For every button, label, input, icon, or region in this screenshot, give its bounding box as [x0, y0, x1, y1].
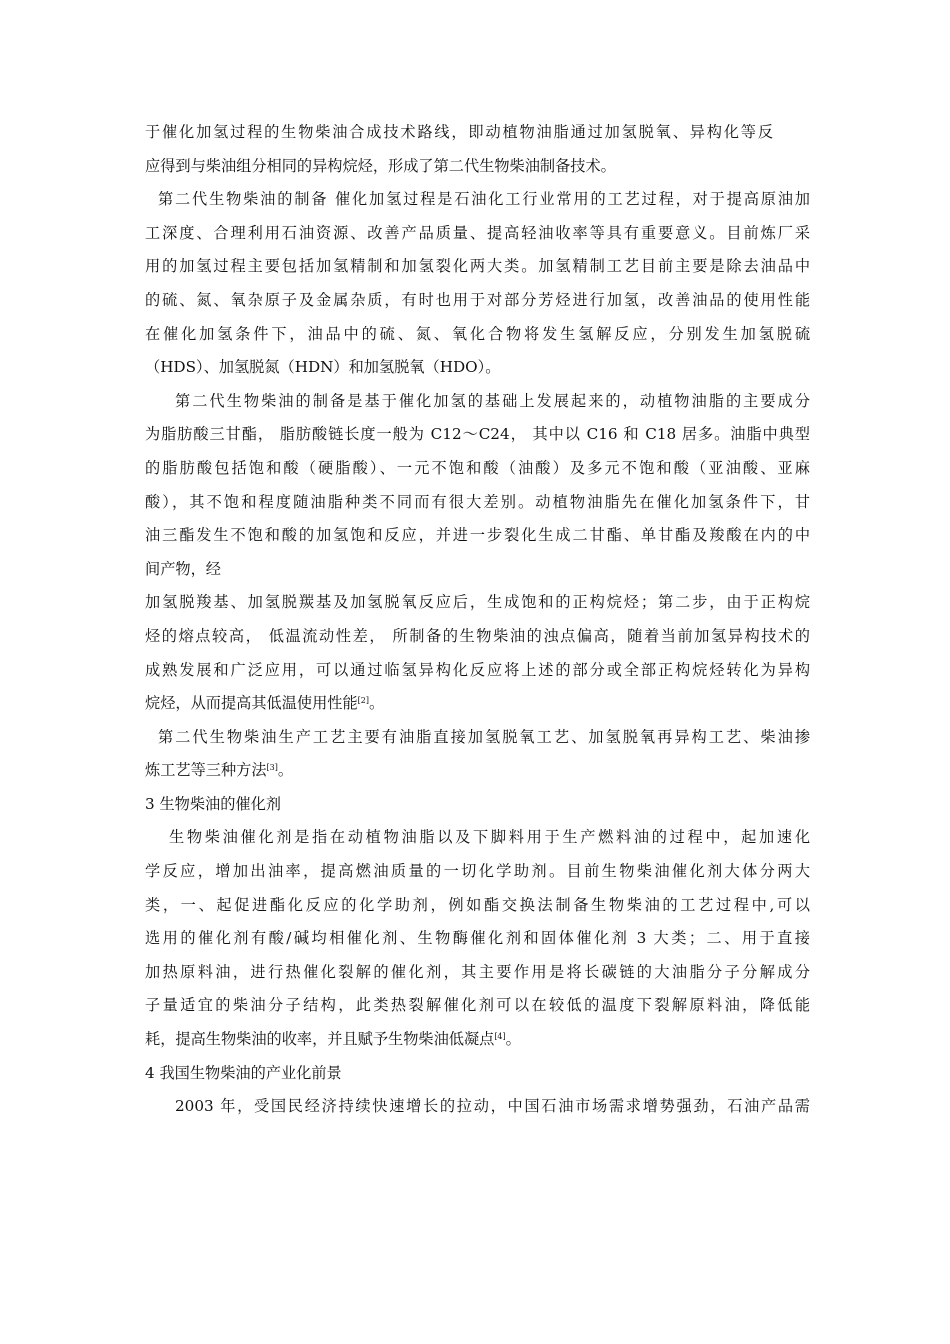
paragraph	[145, 586, 810, 720]
text-line: 酸），其不饱和程度随油脂种类不同而有很大差别。动植物油脂先在催化加氢条件下，甘	[145, 492, 810, 511]
text-span: 烷烃，从而提高其低温使用性能	[145, 694, 358, 713]
text-line: 成熟发展和广泛应用，可以通过临氢异构化反应将上述的部分或全部正构烷烃转化为异构	[145, 660, 810, 679]
text-span: 。	[505, 1030, 521, 1049]
paragraph	[145, 721, 810, 788]
text-line: 烃的熔点较高， 低温流动性差， 所制备的生物柴油的浊点偏高，随着当前加氢异构技术的	[145, 626, 810, 645]
text-line: 加氢脱羧基、加氢脱羰基及加氢脱氧反应后，生成饱和的正构烷烃；第二步，由于正构烷	[145, 593, 810, 612]
text-line: 学反应，增加出油率，提高燃油质量的一切化学助剂。目前生物柴油催化剂大体分两大	[145, 862, 810, 881]
paragraph	[145, 183, 810, 217]
text-line: 应得到与柴油组分相同的异构烷烃，形成了第二代生物柴油制备技术。	[145, 156, 616, 175]
text-span: 。	[368, 694, 385, 713]
text-line: 用的加氢过程主要包括加氢精制和加氢裂化两大类。加氢精制工艺目前主要是除去油品中	[145, 257, 810, 276]
paragraph	[145, 821, 810, 1056]
text-line: 在催化加氢条件下，油品中的硫、氮、氧化合物将发生氢解反应，分别发生加氢脱硫	[145, 324, 810, 343]
text-line: 生物柴油催化剂是指在动植物油脂以及下脚料用于生产燃料油的过程中，起加速化	[169, 828, 810, 847]
citation-ref: [2]	[357, 696, 369, 706]
text-line: 加热原料油，进行热催化裂解的催化剂，其主要作用是将长碳链的大油脂分子分解成分	[145, 962, 810, 981]
text-span: 。	[277, 761, 294, 780]
text-line: 工深度、合理利用石油资源、改善产品质量、提高轻油收率等具有重要意义。目前炼厂采	[145, 223, 810, 242]
text-line	[145, 1023, 810, 1057]
text-line: 油三酯发生不饱和酸的加氢饱和反应，并进一步裂化生成二甘酯、单甘酯及羧酸在内的中	[145, 526, 810, 545]
text-line: 间产物，经	[145, 559, 221, 578]
text-line: 的脂肪酸包括饱和酸（硬脂酸）、一元不饱和酸（油酸）及多元不饱和酸（亚油酸、亚麻	[145, 458, 810, 477]
text-line: 第二代生物柴油的制备是基于催化加氢的基础上发展起来的，动植物油脂的主要成分	[175, 391, 810, 410]
text-line: （HDS）、加氢脱氮（HDN）和加氢脱氧（HDO）。	[145, 358, 501, 377]
text-span: 炼工艺等三种方法	[145, 761, 267, 780]
text-line: 2003 年，受国民经济持续快速增长的拉动，中国石油市场需求增势强劲，石油产品需	[175, 1097, 810, 1116]
paragraph-continued	[145, 217, 810, 385]
text-line: 第二代生物柴油的制备 催化加氢过程是石油化工行业常用的工艺过程，对于提高原油加	[158, 190, 810, 209]
text-line: 子量适宜的柴油分子结构，此类热裂解催化剂可以在较低的温度下裂解原料油，降低能	[145, 996, 810, 1015]
citation-ref: [4]	[494, 1032, 506, 1042]
paragraph	[145, 385, 810, 587]
text-line: 选用的催化剂有酸/碱均相催化剂、生物酶催化剂和固体催化剂 3 大类；二、用于直接	[145, 929, 810, 948]
citation-ref: [3]	[266, 763, 278, 773]
text-line	[145, 754, 810, 788]
text-line: 第二代生物柴油生产工艺主要有油脂直接加氢脱氧工艺、加氢脱氧再异构工艺、柴油掺	[158, 727, 810, 746]
text-span: 耗，提高生物柴油的收率，并且赋予生物柴油低凝点	[145, 1030, 495, 1049]
text-line: 为脂肪酸三甘酯， 脂肪酸链长度一般为 C12～C24， 其中以 C16 和 C18 居多。油脂中典型	[145, 425, 810, 444]
paragraph	[145, 1090, 810, 1124]
text-line	[145, 687, 810, 721]
text-line: 的硫、氮、氧杂原子及金属杂质，有时也用于对部分芳烃进行加氢，改善油品的使用性能	[145, 290, 810, 309]
section-heading: 3 生物柴油的催化剂	[145, 794, 281, 813]
text-line: 类，一、起促进酯化反应的化学助剂，例如酯交换法制备生物柴油的工艺过程中,可以	[145, 895, 810, 914]
paragraph	[145, 116, 810, 183]
section-heading: 4 我国生物柴油的产业化前景	[145, 1063, 342, 1082]
document-body	[145, 116, 810, 1124]
text-line: 于催化加氢过程的生物柴油合成技术路线，即动植物油脂通过加氢脱氧、异构化等反	[145, 123, 773, 141]
